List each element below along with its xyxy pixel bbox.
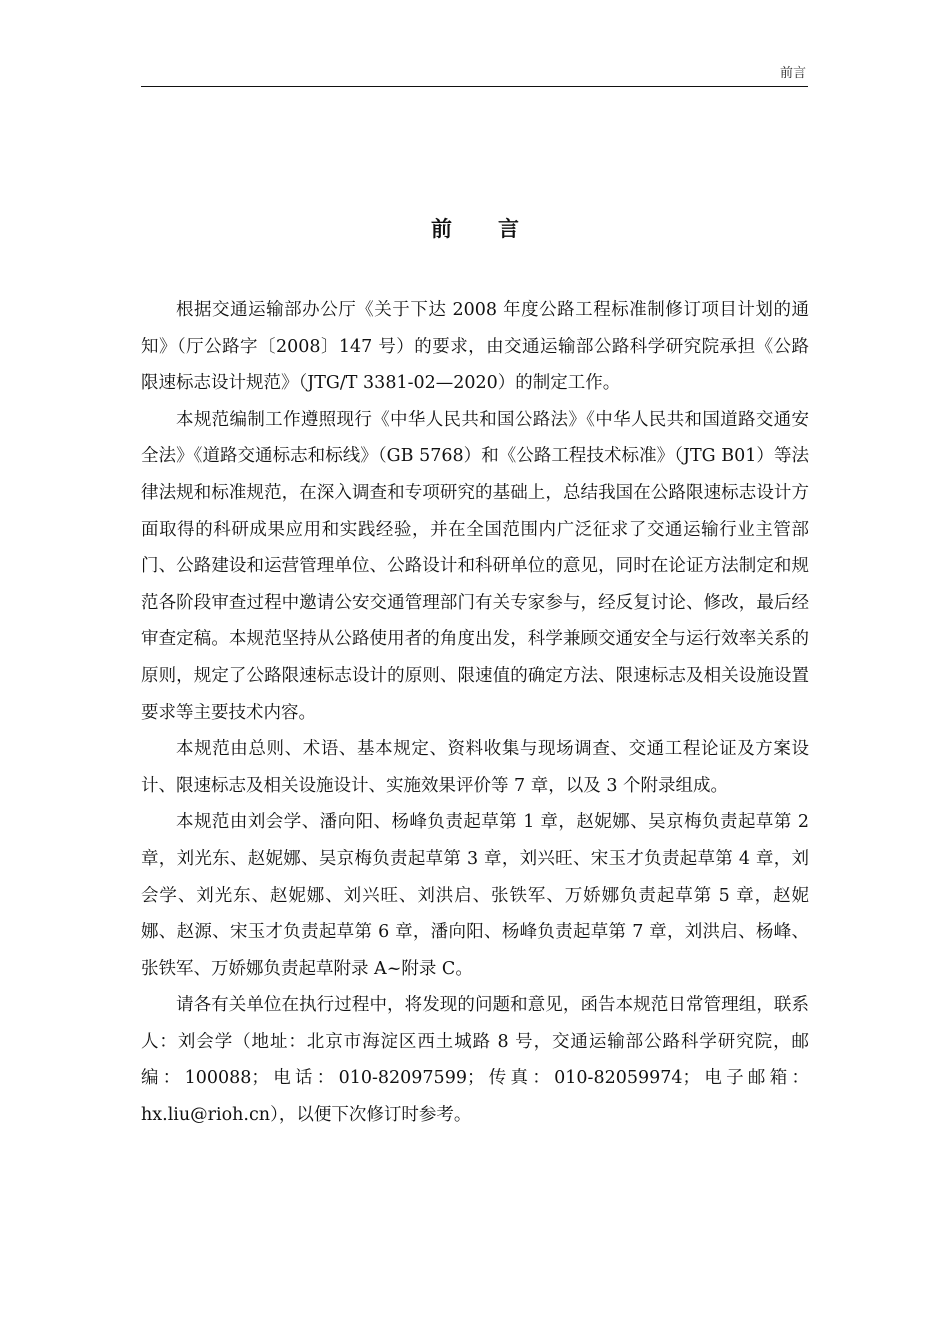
page-title-part2: 言 bbox=[498, 216, 519, 241]
header-rule bbox=[141, 86, 808, 87]
paragraph-basis: 本规范编制工作遵照现行《中华人民共和国公路法》《中华人民共和国道路交通安全法》《道路交通标志和标线》（GB 5768）和《公路工程技术标准》（JTG B01）等法律法规和标准规范，在深入调查和专项研究的基础上，总结我国在公路限速标志设计方面取得的科研成果应用和实践经验，并在全国范围内广泛征求了交通运输行业主管部门、公路建设和运营管理单位、公路设计和科研单位的意见，同时在论证方法制定和规范各阶段审查过程中邀请公安交通管理部门有关专家参与，经反复讨论、修改，最后经审查定稿。本规范坚持从公路使用者的角度出发，科学兼顾交通安全与运行效率关系的原则，规定了公路限速标志设计的原则、限速值的确定方法、限速标志及相关设施设置要求等主要技术内容。 bbox=[141, 409, 809, 723]
page-title bbox=[0, 214, 950, 244]
paragraph-commission: 根据交通运输部办公厅《关于下达 2008 年度公路工程标准制修订项目计划的通知》（厅公路字〔2008〕147 号）的要求，由交通运输部公路科学研究院承担《公路限速标志设计规范》（JTG/T 3381-02—2020）的制定工作。 bbox=[141, 300, 809, 394]
body-text bbox=[141, 292, 809, 1134]
paragraph-drafters: 本规范由刘会学、潘向阳、杨峰负责起草第 1 章，赵妮娜、吴京梅负责起草第 2 章，刘光东、赵妮娜、吴京梅负责起草第 3 章，刘兴旺、宋玉才负责起草第 4 章，刘会学、刘光东、赵妮娜、刘兴旺、刘洪启、张铁军、万娇娜负责起草第 5 章，赵妮娜、赵源、宋玉才负责起草第 6 章，潘向阳、杨峰负责起草第 7 章，刘洪启、杨峰、张铁军、万娇娜负责起草附录 A~附录 C。 bbox=[141, 812, 809, 979]
paragraph-structure: 本规范由总则、术语、基本规定、资料收集与现场调查、交通工程论证及方案设计、限速标志及相关设施设计、实施效果评价等 7 章，以及 3 个附录组成。 bbox=[141, 739, 809, 796]
page-title-part1: 前 bbox=[431, 216, 452, 241]
running-header: 前言 bbox=[779, 66, 806, 81]
paragraph-contact: 请各有关单位在执行过程中，将发现的问题和意见，函告本规范日常管理组，联系人：刘会学（地址：北京市海淀区西土城路 8 号，交通运输部公路科学研究院，邮编：100088；电话：010-82097599；传真：010-82059974；电子邮箱：hx.liu@rioh.cn），以便下次修订时参考。 bbox=[141, 995, 809, 1126]
